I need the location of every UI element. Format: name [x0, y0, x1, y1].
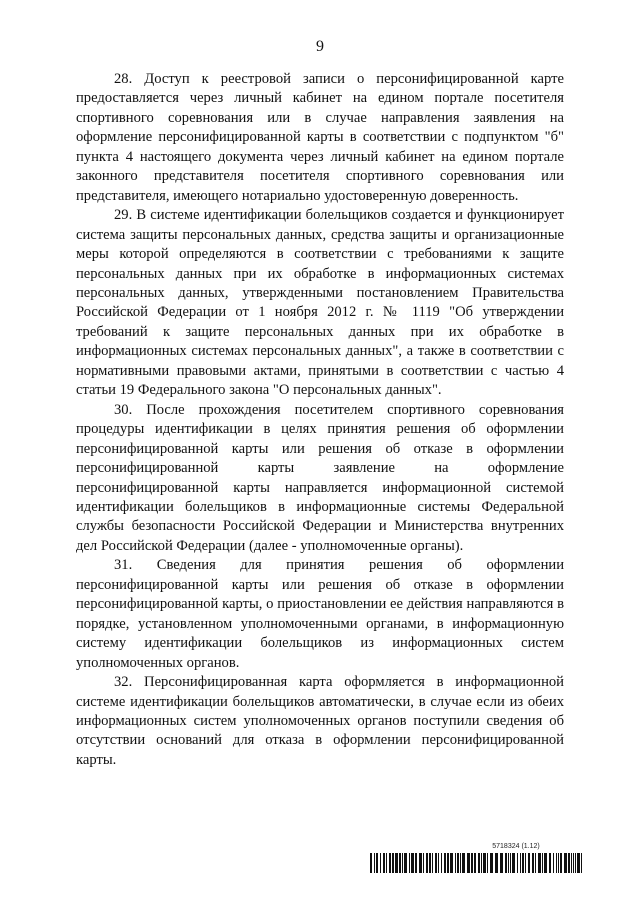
paragraph-28: 28. Доступ к реестровой записи о персонифицированной карте предоставляется через личный кабинет на едином портале посетителя спортивного соревнования или в случае направления заявления на оформление персонифицированной карты в соответствии с подпунктом "б" пункта 4 настоящего документа через личный кабинет на едином портале законного представителя посетителя спортивного соревнования или представителя, имеющего нотариально удостоверенную доверенность. — [76, 71, 564, 204]
page-number: 9 — [316, 38, 324, 55]
barcode-icon — [370, 853, 582, 873]
paragraph-29: 29. В системе идентификации болельщиков создается и функционирует система защиты персональных данных, средства защиты и организационные меры которой определяются в соответствии с требованиями к защите персональных данных при их обработке в информационных системах персональных данных, утвержденными постановлением Правительства Российской Федерации от 1 ноября 2012 г. № 1119 "Об утверждении требований к защите персональных данных при их обработке в информационных системах персональных данных", а также в соответствии с нормативными правовыми актами, принятыми в соответствии с частью 4 статьи 19 Федерального закона "О персональных данных". — [76, 207, 564, 399]
paragraph-30: 30. После прохождения посетителем спортивного соревнования процедуры идентификации в целях принятия решения об оформлении персонифицированной карты или решения об отказе в оформлении персонифицированной карты заявление на оформление персонифицированной карты направляется информационной системой идентификации болельщиков в информационные системы Федеральной службы безопасности Российской Федерации и Министерства внутренних дел Российской Федерации (далее - уполномоченные органы). — [76, 401, 564, 554]
document-body — [76, 70, 564, 770]
paragraph-32: 32. Персонифицированная карта оформляется в информационной системе идентификации болельщиков автоматически, в случае если из обеих информационных систем уполномоченных органов поступили сведения об отсутствии оснований для отказа в оформлении персонифицированной карты. — [76, 674, 564, 768]
paragraph-31: 31. Сведения для принятия решения об оформлении персонифицированной карты или решения об отказе в оформлении персонифицированной карты, о приостановлении ее действия направляются в порядке, установленном уполномоченными органами, в информационную систему идентификации болельщиков из информационных систем уполномоченных органов. — [76, 557, 564, 671]
document-code: 5718324 (1.12) — [492, 843, 540, 850]
